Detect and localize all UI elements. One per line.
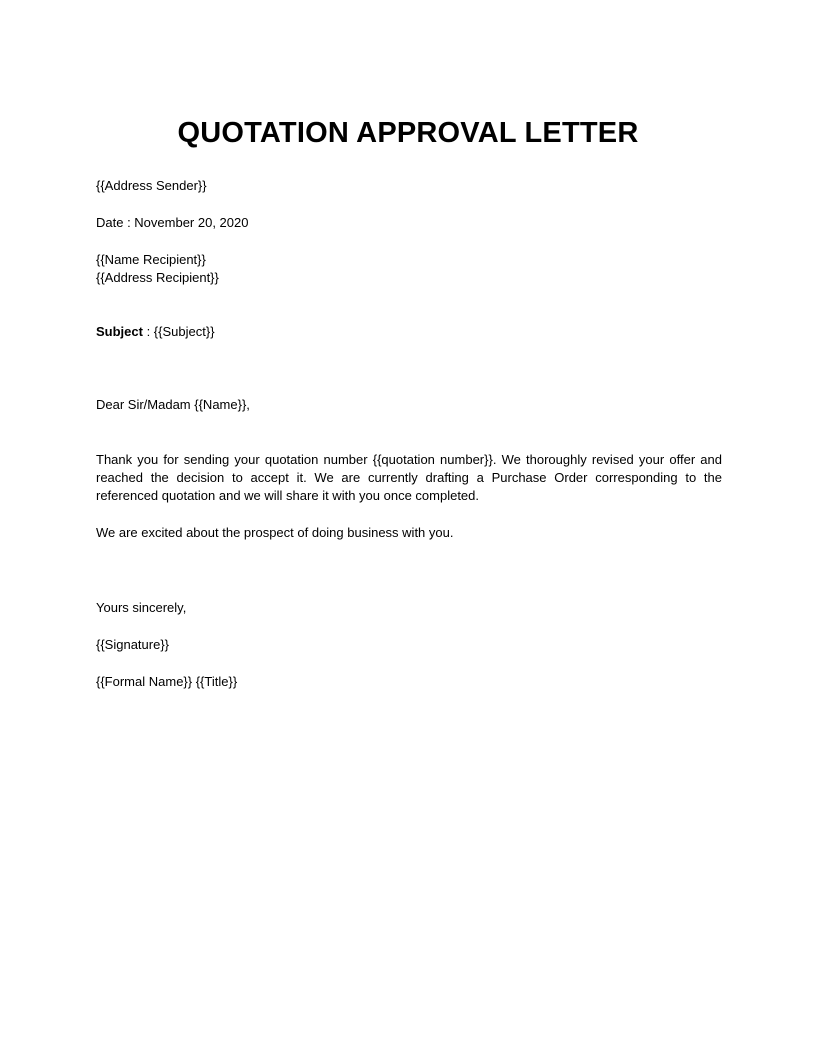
formal-name-title: {{Formal Name}} {{Title}} <box>96 674 238 689</box>
body-paragraph-2: We are excited about the prospect of doing business with you. <box>96 525 454 540</box>
address-sender: {{Address Sender}} <box>96 178 207 193</box>
name-recipient: {{Name Recipient}} <box>96 252 206 267</box>
body-paragraph-1: Thank you for sending your quotation number {{quotation number}}. We thoroughly revised your offer and reached the decision to accept it. We are currently drafting a Purchase Order corresponding to the referenced quotation and we will share it with you once completed. <box>96 452 722 503</box>
closing: Yours sincerely, <box>96 600 187 615</box>
subject-line <box>96 323 722 341</box>
subject-label: Subject <box>96 324 143 339</box>
salutation: Dear Sir/Madam {{Name}}, <box>96 397 250 412</box>
address-recipient: {{Address Recipient}} <box>96 270 219 285</box>
letter-title: QUOTATION APPROVAL LETTER <box>177 117 639 149</box>
signature-placeholder: {{Signature}} <box>96 637 170 652</box>
date-line: Date : November 20, 2020 <box>96 215 249 230</box>
subject-value: : {{Subject}} <box>142 324 215 339</box>
